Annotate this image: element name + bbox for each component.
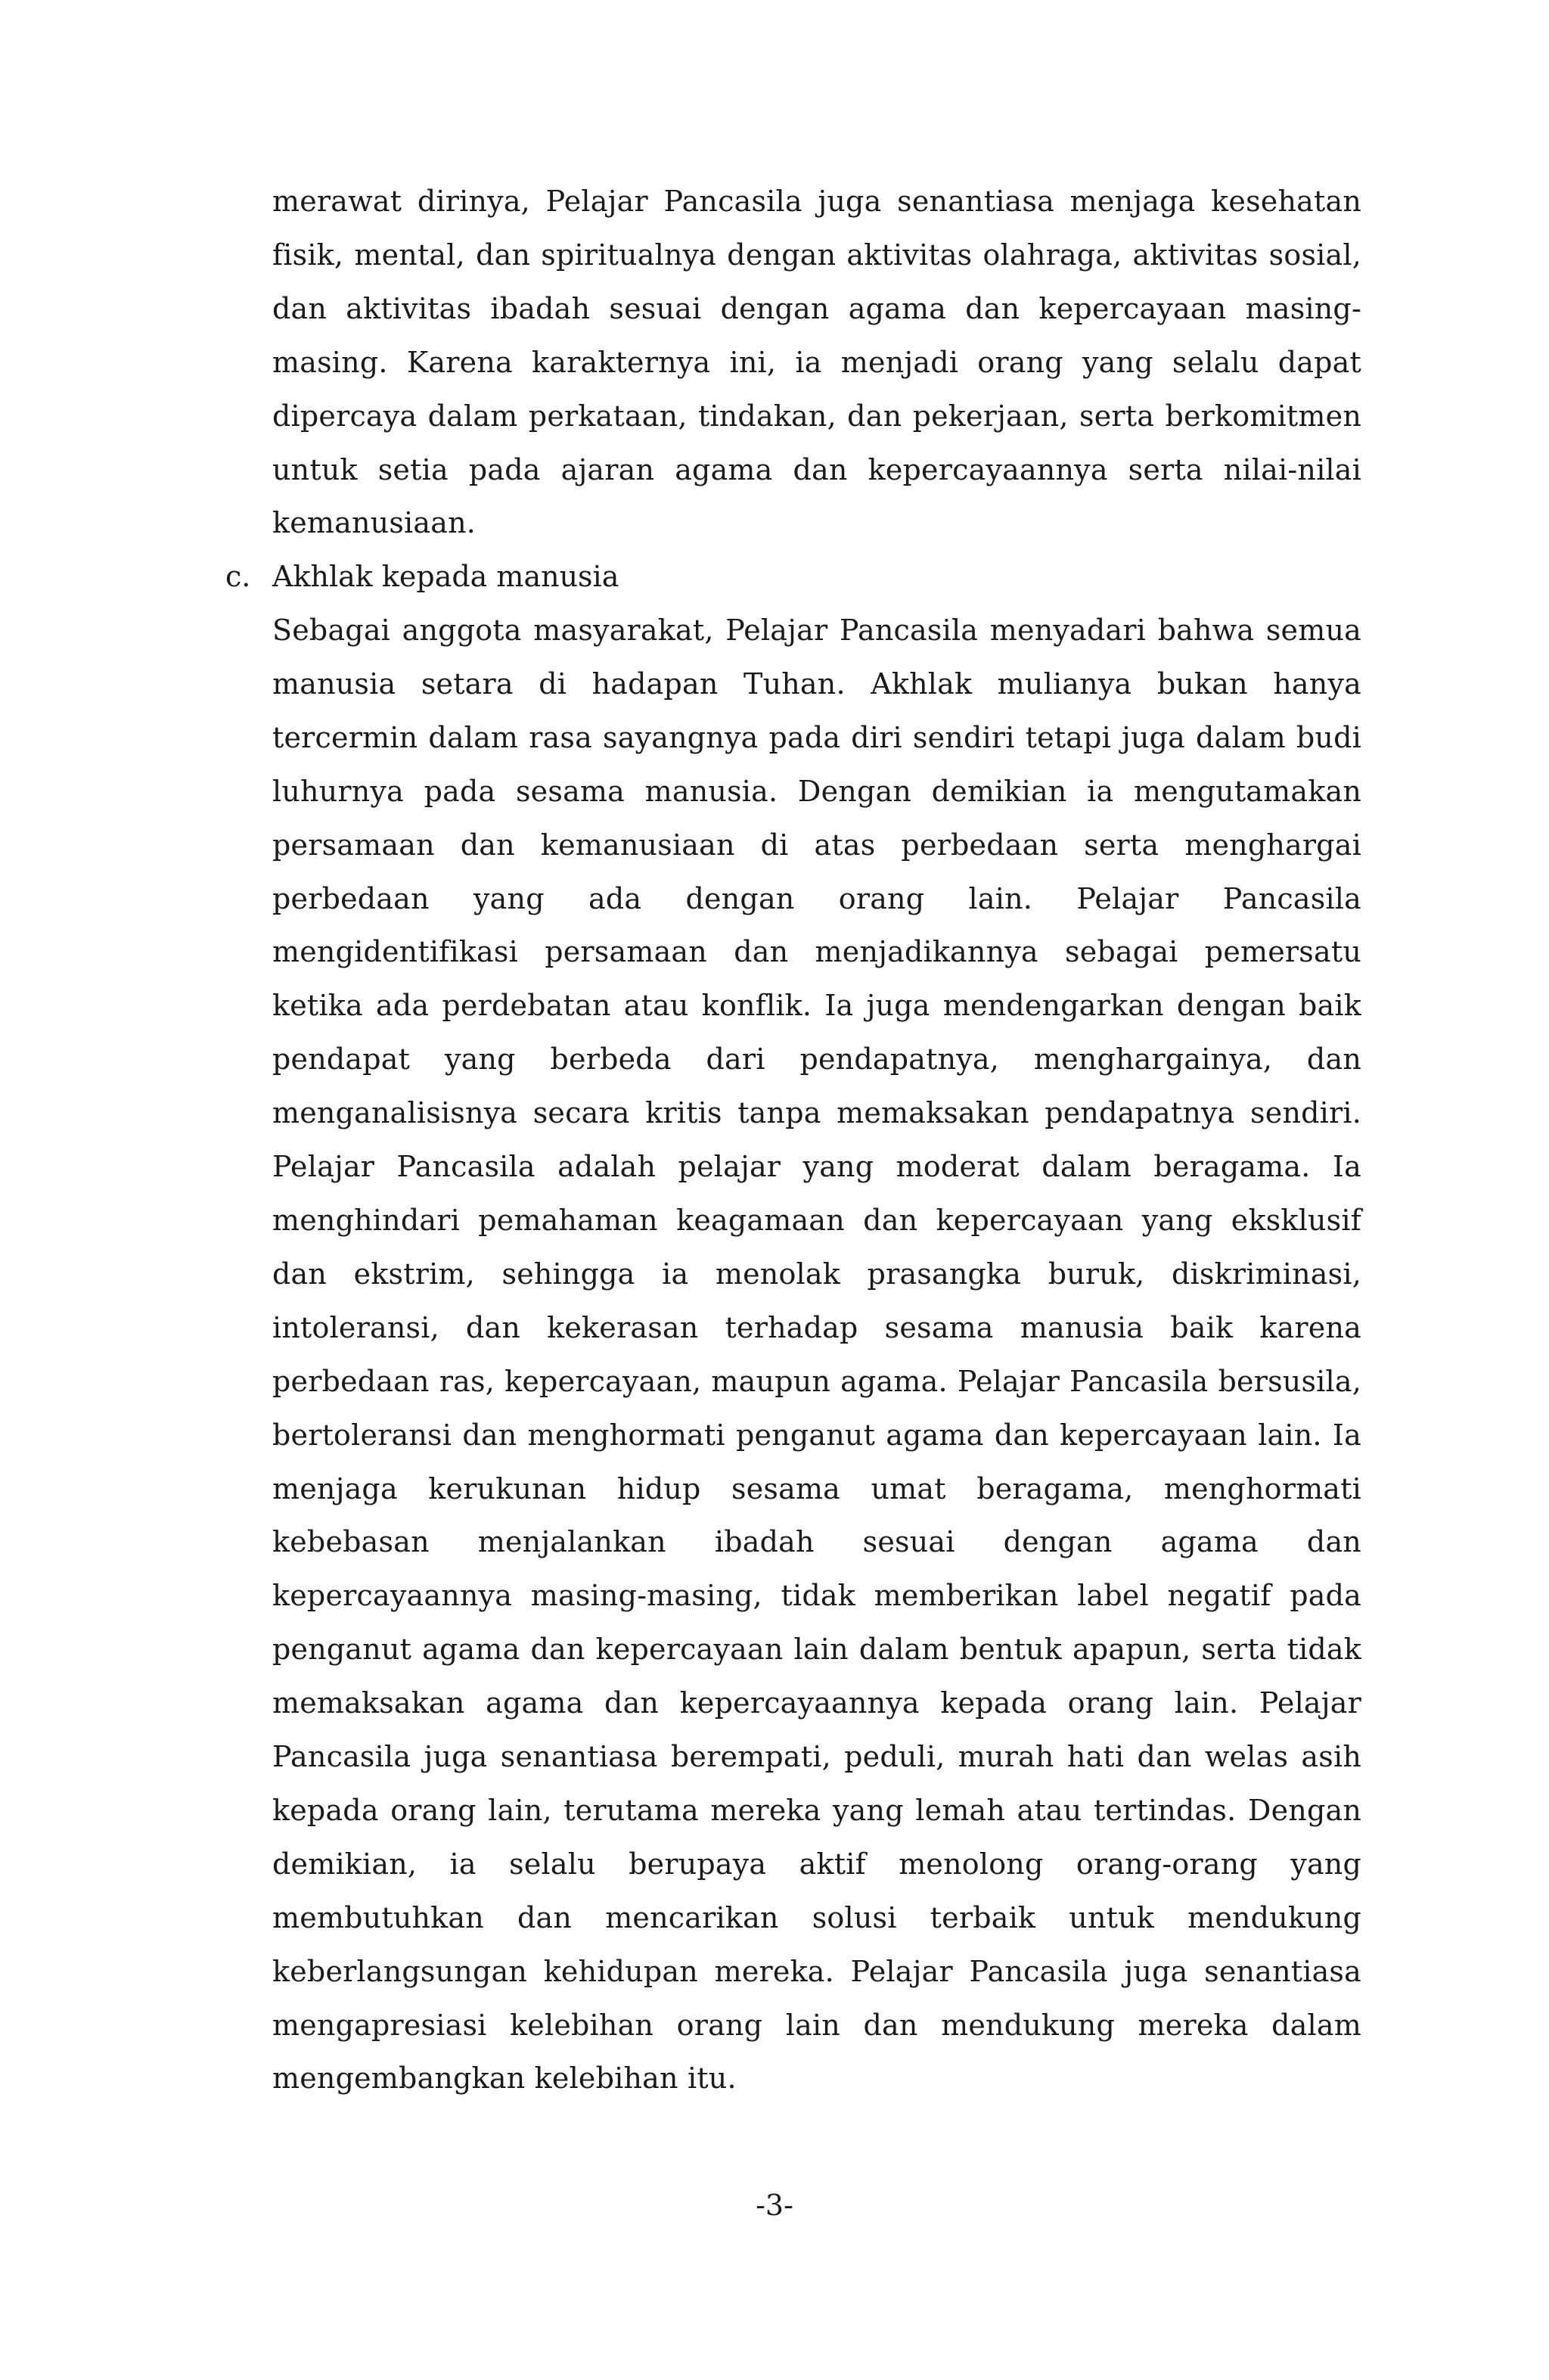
section-heading: Akhlak kepada manusia xyxy=(272,560,619,593)
paragraph-akhlak-kepada-manusia: Sebagai anggota masyarakat, Pelajar Pancasila menyadari bahwa semua manusia setara di hadapan Tuhan. Akhlak mulianya bukan hanya tercermin dalam rasa sayangnya pada diri sendiri tetapi juga dalam budi luhurnya pada sesama manusia. Dengan demikian ia mengutamakan persamaan dan kemanusiaan di atas perbedaan serta menghargai perbedaan yang ada dengan orang lain. Pelajar Pancasila mengidentifikasi persamaan dan menjadikannya sebagai pemersatu ketika ada perdebatan atau konflik. Ia juga mendengarkan dengan baik pendapat yang berbeda dari pendapatnya, menghargainya, dan menganalisisnya secara kritis tanpa memaksakan pendapatnya sendiri. Pelajar Pancasila adalah pelajar yang moderat dalam beragama. Ia menghindari pemahaman keagamaan dan kepercayaan yang eksklusif dan ekstrim, sehingga ia menolak prasangka buruk, diskriminasi, intoleransi, dan kekerasan terhadap sesama manusia baik karena perbedaan ras, kepercayaan, maupun agama. Pelajar Pancasila bersusila, bertoleransi dan menghormati penganut agama dan kepercayaan lain. Ia menjaga kerukunan hidup sesama umat beragama, menghormati kebebasan menjalankan ibadah sesuai dengan agama dan kepercayaannya masing-masing, tidak memberikan label negatif pada penganut agama dan kepercayaan lain dalam bentuk apapun, serta tidak memaksakan agama dan kepercayaannya kepada orang lain. Pelajar Pancasila juga senantiasa berempati, peduli, murah hati dan welas asih kepada orang lain, terutama mereka yang lemah atau tertindas. Dengan demikian, ia selalu berupaya aktif menolong orang-orang yang membutuhkan dan mencarikan solusi terbaik untuk mendukung keberlangsungan kehidupan mereka. Pelajar Pancasila juga senantiasa mengapresiasi kelebihan orang lain dan mendukung mereka dalam mengembangkan kelebihan itu. xyxy=(272,614,1361,2096)
paragraph-continuation: merawat dirinya, Pelajar Pancasila juga senantiasa menjaga kesehatan fisik, mental, dan spiritualnya dengan aktivitas olahraga, aktivitas sosial, dan aktivitas ibadah sesuai dengan agama dan kepercayaan masing-masing. Karena karakternya ini, ia menjadi orang yang selalu dapat dipercaya dalam perkataan, tindakan, dan pekerjaan, serta berkomitmen untuk setia pada ajaran agama dan kepercayaannya serta nilai-nilai kemanusiaan. xyxy=(272,185,1361,540)
list-item-c xyxy=(225,550,1360,604)
list-marker: c. xyxy=(225,560,251,593)
page-number: -3- xyxy=(756,2189,793,2222)
